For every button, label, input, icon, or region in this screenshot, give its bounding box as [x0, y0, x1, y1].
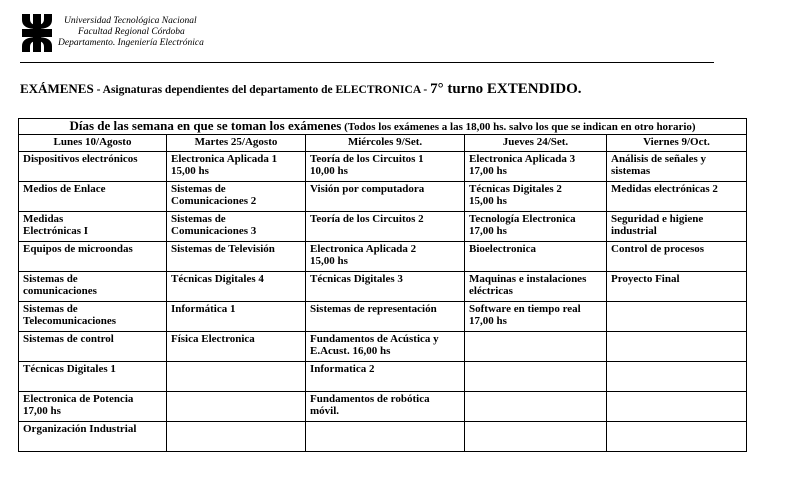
- subject-line: Sistemas de: [23, 303, 78, 315]
- subject-line: Fundamentos de Acústica y: [310, 333, 439, 345]
- subject-line: Medidas electrónicas 2: [611, 183, 718, 195]
- subject-line: Técnicas Digitales 2: [469, 183, 562, 195]
- table-row: [19, 362, 747, 392]
- table-row: [19, 182, 747, 212]
- subject-line: 15,00 hs: [171, 165, 209, 177]
- subject-line: Sistemas de: [171, 183, 226, 195]
- schedule-cell: [306, 422, 465, 452]
- subject-line: Organización Industrial: [23, 423, 137, 435]
- subject-line: comunicaciones: [23, 285, 97, 297]
- subject-line: Técnicas Digitales 1: [23, 363, 116, 375]
- subject-line: 15,00 hs: [469, 195, 507, 207]
- table-row: [19, 332, 747, 362]
- schedule-cell: [19, 392, 167, 422]
- table-row: [19, 212, 747, 242]
- subject-line: industrial: [611, 225, 657, 237]
- table-caption-note: (Todos los exámenes a las 18,00 hs. salvo los que se indican en otro horario): [341, 121, 696, 133]
- table-row: [19, 152, 747, 182]
- schedule-cell: [19, 212, 167, 242]
- subject-line: Electronica Aplicada 1: [171, 153, 278, 165]
- subject-line: móvil.: [310, 405, 340, 417]
- schedule-cell: [465, 272, 607, 302]
- subject-line: Medios de Enlace: [23, 183, 106, 195]
- subject-line: Teoría de los Circuitos 2: [310, 213, 424, 225]
- schedule-cell: [167, 332, 306, 362]
- exam-schedule-table: [18, 118, 747, 452]
- schedule-cell: [607, 212, 747, 242]
- table-caption-main: Días de las semana en que se toman los exámenes: [69, 118, 342, 133]
- schedule-cell: [19, 422, 167, 452]
- schedule-cell: [306, 332, 465, 362]
- subject-line: Medidas: [23, 213, 64, 225]
- subject-line: 17,00 hs: [469, 315, 507, 327]
- table-row: [19, 272, 747, 302]
- schedule-cell: [607, 242, 747, 272]
- subject-line: Telecomunicaciones: [23, 315, 117, 327]
- subject-line: Bioelectronica: [469, 243, 536, 255]
- subject-line: eléctricas: [469, 285, 513, 297]
- subject-line: Informática 1: [171, 303, 236, 315]
- subject-line: Técnicas Digitales 3: [310, 273, 403, 285]
- schedule-cell: [465, 392, 607, 422]
- schedule-cell: [465, 152, 607, 182]
- schedule-cell: [607, 182, 747, 212]
- table-caption: [19, 119, 747, 135]
- table-row: [19, 302, 747, 332]
- institution-line: Facultad Regional Córdoba: [78, 27, 185, 37]
- subject-line: 17,00 hs: [23, 405, 61, 417]
- subject-line: Sistemas de: [23, 273, 78, 285]
- title-subtitle: - Asignaturas dependientes del departamento de ELECTRONICA -: [93, 84, 431, 96]
- schedule-cell: [167, 272, 306, 302]
- schedule-cell: [607, 302, 747, 332]
- schedule-cell: [607, 422, 747, 452]
- title-turn: 7° turno EXTENDIDO.: [430, 81, 582, 97]
- schedule-cell: [167, 212, 306, 242]
- subject-line: Técnicas Digitales 4: [171, 273, 264, 285]
- subject-line: Sistemas de control: [23, 333, 114, 345]
- schedule-cell: [306, 182, 465, 212]
- day-header: Miércoles 9/Set.: [306, 135, 465, 152]
- day-header: Viernes 9/Oct.: [607, 135, 747, 152]
- schedule-cell: [167, 392, 306, 422]
- subject-line: Control de procesos: [611, 243, 705, 255]
- schedule-cell: [465, 212, 607, 242]
- schedule-cell: [167, 302, 306, 332]
- subject-line: Equipos de microondas: [23, 243, 133, 255]
- subject-line: Fundamentos de robótica: [310, 393, 430, 405]
- institution-line: Departamento. Ingeniería Electrónica: [58, 38, 204, 48]
- subject-line: Seguridad e higiene: [611, 213, 704, 225]
- schedule-cell: [19, 302, 167, 332]
- schedule-cell: [306, 212, 465, 242]
- subject-line: Sistemas de: [171, 213, 226, 225]
- subject-line: Visión por computadora: [310, 183, 425, 195]
- schedule-cell: [306, 152, 465, 182]
- subject-line: Software en tiempo real: [469, 303, 581, 315]
- schedule-cell: [19, 182, 167, 212]
- schedule-cell: [167, 422, 306, 452]
- schedule-cell: [167, 242, 306, 272]
- day-header: Martes 25/Agosto: [167, 135, 306, 152]
- schedule-cell: [607, 152, 747, 182]
- schedule-cell: [607, 272, 747, 302]
- subject-line: Maquinas e instalaciones: [469, 273, 587, 285]
- page-title: [20, 80, 582, 98]
- schedule-cell: [465, 422, 607, 452]
- schedule-cell: [306, 392, 465, 422]
- schedule-cell: [465, 332, 607, 362]
- subject-line: Dispositivos electrónicos: [23, 153, 138, 165]
- subject-line: Comunicaciones 2: [171, 195, 257, 207]
- schedule-cell: [306, 242, 465, 272]
- schedule-cell: [19, 152, 167, 182]
- schedule-cell: [465, 302, 607, 332]
- subject-line: Electronica Aplicada 3: [469, 153, 576, 165]
- schedule-cell: [19, 272, 167, 302]
- day-header: Jueves 24/Set.: [465, 135, 607, 152]
- schedule-cell: [19, 242, 167, 272]
- schedule-cell: [19, 332, 167, 362]
- subject-line: Tecnología Electronica: [469, 213, 576, 225]
- schedule-cell: [607, 362, 747, 392]
- schedule-cell: [167, 152, 306, 182]
- title-main: EXÁMENES: [20, 81, 94, 96]
- schedule-cell: [465, 182, 607, 212]
- subject-line: Electrónicas I: [23, 225, 89, 237]
- schedule-cell: [306, 272, 465, 302]
- subject-line: Electronica Aplicada 2: [310, 243, 417, 255]
- table-row: [19, 392, 747, 422]
- subject-line: Informatica 2: [310, 363, 375, 375]
- schedule-cell: [19, 362, 167, 392]
- schedule-cell: [306, 362, 465, 392]
- schedule-cell: [607, 332, 747, 362]
- subject-line: 10,00 hs: [310, 165, 348, 177]
- university-logo: [22, 14, 52, 52]
- subject-line: Proyecto Final: [611, 273, 680, 285]
- subject-line: 17,00 hs: [469, 225, 507, 237]
- institution-header: [58, 16, 204, 49]
- schedule-cell: [306, 302, 465, 332]
- subject-line: Análisis de señales y: [611, 153, 707, 165]
- table-row: [19, 422, 747, 452]
- subject-line: 17,00 hs: [469, 165, 507, 177]
- subject-line: Sistemas de Televisión: [171, 243, 275, 255]
- table-row: [19, 242, 747, 272]
- schedule-cell: [167, 182, 306, 212]
- schedule-cell: [607, 392, 747, 422]
- schedule-cell: [465, 242, 607, 272]
- subject-line: Teoría de los Circuitos 1: [310, 153, 424, 165]
- subject-line: 15,00 hs: [310, 255, 348, 267]
- subject-line: Sistemas de representación: [310, 303, 437, 315]
- schedule-cell: [167, 362, 306, 392]
- subject-line: Física Electronica: [171, 333, 255, 345]
- subject-line: Comunicaciones 3: [171, 225, 257, 237]
- subject-line: sistemas: [611, 165, 651, 177]
- institution-line: Universidad Tecnológica Nacional: [64, 16, 197, 26]
- day-header: Lunes 10/Agosto: [19, 135, 167, 152]
- subject-line: E.Acust. 16,00 hs: [310, 345, 391, 357]
- schedule-cell: [465, 362, 607, 392]
- subject-line: Electronica de Potencia: [23, 393, 134, 405]
- header-divider: [20, 62, 714, 63]
